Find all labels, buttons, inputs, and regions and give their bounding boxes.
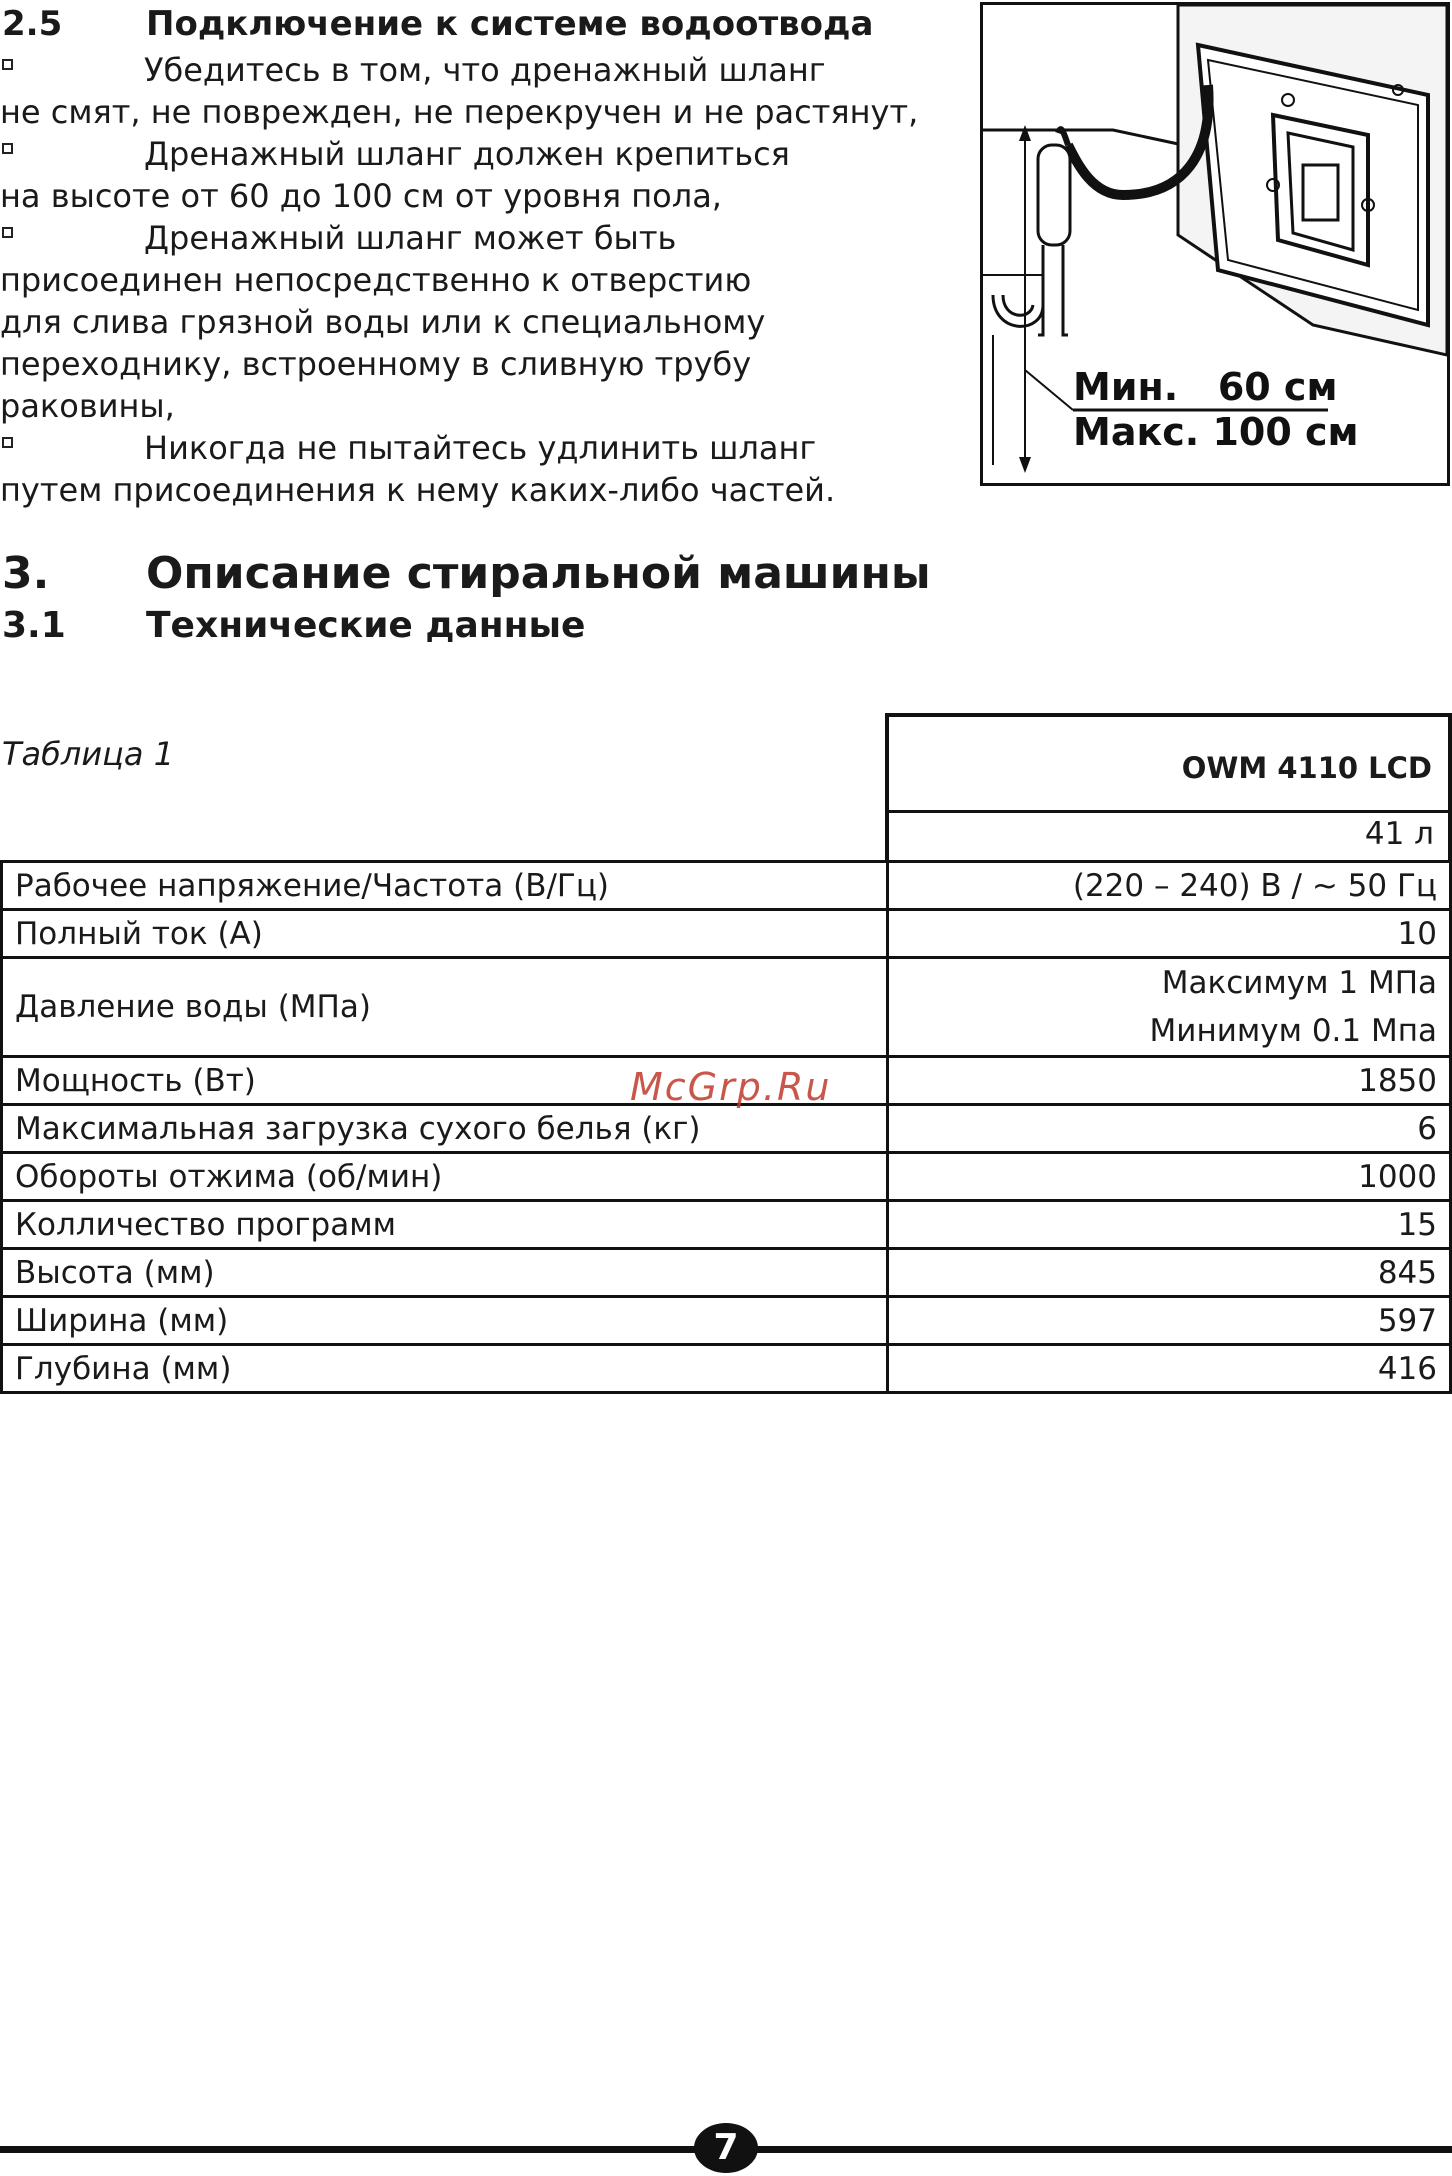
section-title: Технические данные (146, 605, 586, 646)
bullet-icon (2, 227, 13, 238)
spec-value: 1000 (888, 1153, 1451, 1201)
list-item-continuation: переходнику, встроенному в сливную трубу (0, 345, 752, 383)
min-height-label: Мин. 60 см (1073, 365, 1338, 409)
section-title: Описание стиральной машины (146, 548, 931, 599)
list-item-continuation: путем присоединения к нему каких-либо частей. (0, 471, 836, 509)
list-item-continuation: не смят, не поврежден, не перекручен и не растянут, (0, 93, 919, 131)
list-item-continuation: присоединен непосредственно к отверстию (0, 261, 752, 299)
table-row (2, 1105, 1451, 1153)
spec-label: Рабочее напряжение/Частота (В/Гц) (2, 862, 888, 910)
section-number: 2.5 (2, 4, 63, 44)
section-3-1-heading (2, 605, 586, 646)
bullet-icon (2, 143, 13, 154)
table-row (2, 1249, 1451, 1297)
spec-label: Глубина (мм) (2, 1345, 888, 1393)
spec-value: 416 (888, 1345, 1451, 1393)
spec-value: 6 (888, 1105, 1451, 1153)
capacity-cell (885, 810, 1452, 862)
bullet-icon (2, 437, 13, 448)
table-row (2, 910, 1451, 958)
drain-hose-illustration (980, 2, 1450, 486)
capacity-value: 41 л (1364, 816, 1434, 852)
table-row (2, 958, 1451, 1057)
max-height-label: Макс. 100 см (1073, 410, 1359, 454)
bullet-icon (2, 59, 13, 70)
spec-label: Обороты отжима (об/мин) (2, 1153, 888, 1201)
spec-value: 10 (888, 910, 1451, 958)
spec-label: Ширина (мм) (2, 1297, 888, 1345)
list-item: Убедитесь в том, что дренажный шланг (0, 49, 970, 91)
bullet-list (0, 49, 970, 511)
section-2-5-heading (2, 4, 874, 44)
spec-value-line: Минимум 0.1 Мпа (1149, 1013, 1437, 1049)
spec-value (888, 958, 1451, 1057)
watermark: McGrp.Ru (630, 1065, 832, 1109)
page-number: 7 (694, 2123, 758, 2173)
spec-value: 15 (888, 1201, 1451, 1249)
spec-label: Колличество программ (2, 1201, 888, 1249)
table-row (2, 1297, 1451, 1345)
specifications-table (0, 860, 1452, 1394)
model-name: OWM 4110 LCD (1181, 751, 1432, 785)
model-header-cell (885, 713, 1452, 813)
section-title: Подключение к системе водоотвода (146, 4, 874, 44)
spec-label: Максимальная загрузка сухого белья (кг) (2, 1105, 888, 1153)
spec-label: Мощность (Вт) (2, 1057, 888, 1105)
section-3-heading (2, 548, 931, 599)
spec-label: Давление воды (МПа) (2, 958, 888, 1057)
section-number: 3. (2, 548, 50, 599)
list-item-continuation: раковины, (0, 387, 175, 425)
spec-value: 845 (888, 1249, 1451, 1297)
table-caption: Таблица 1 (2, 735, 175, 773)
list-item: Дренажный шланг может быть (0, 217, 970, 259)
spec-value: (220 – 240) В / ~ 50 Гц (888, 862, 1451, 910)
spec-label: Полный ток (А) (2, 910, 888, 958)
table-row (2, 862, 1451, 910)
list-item: Дренажный шланг должен крепиться (0, 133, 970, 175)
spec-value: 597 (888, 1297, 1451, 1345)
spec-value: 1850 (888, 1057, 1451, 1105)
list-item-continuation: на высоте от 60 до 100 см от уровня пола, (0, 177, 722, 215)
section-number: 3.1 (2, 605, 66, 646)
table-row (2, 1345, 1451, 1393)
table-row (2, 1153, 1451, 1201)
table-row (2, 1201, 1451, 1249)
list-item: Никогда не пытайтесь удлинить шланг (0, 427, 970, 469)
spec-value-line: Максимум 1 МПа (1161, 965, 1437, 1001)
spec-label: Высота (мм) (2, 1249, 888, 1297)
list-item-continuation: для слива грязной воды или к специальному (0, 303, 766, 341)
